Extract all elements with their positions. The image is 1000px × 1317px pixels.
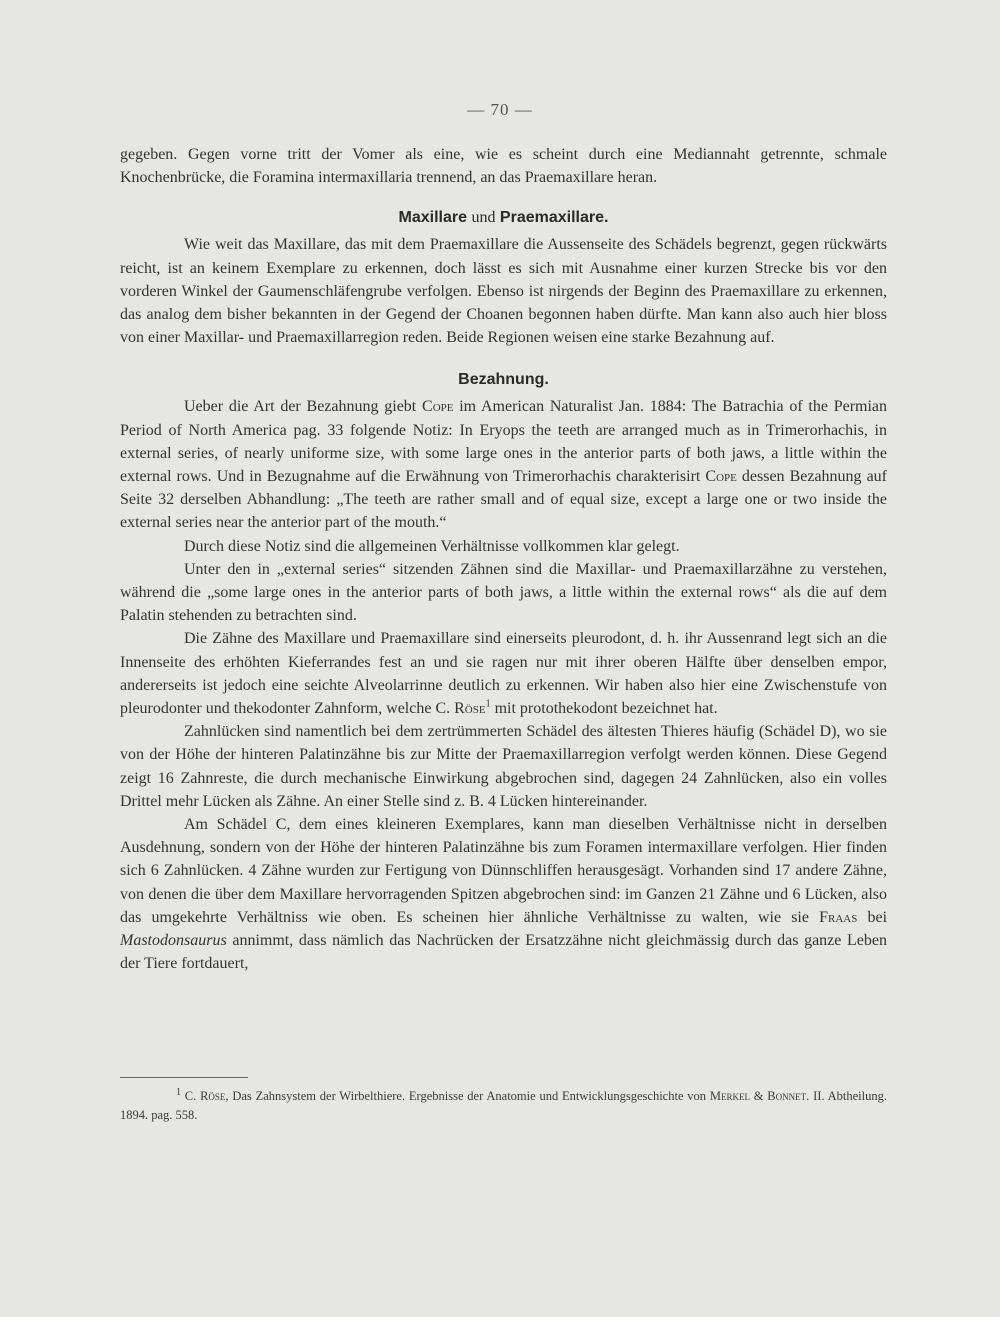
pleurodont-text-1: Die Zähne des Maxillare und Praemaxillare sind einerseits pleurodont, d. h. ihr Aussenrand legt sich an die Innenseite des erhöhten Kieferrandes fest an und sie ragen nur mit ihrer oberen Hälfte über denselben empor, andererseits ist jedoch eine seichte Alveolarrinne deutlich zu erkennen. Wir haben also hier eine Zwischenstufe von pleurodonter und thekodonter Zahnform, welche C.	[120, 630, 887, 718]
schaedel-c-text-2: annimmt, dass nämlich das Nachrücken der Ersatzzähne nicht gleichmässig durch das ganze Leben der Tiere fortdauert,	[120, 932, 888, 973]
taxon-mastodonsaurus: Mastodonsaurus	[120, 932, 227, 950]
footnote-author: Röse	[200, 1089, 226, 1103]
footnote-author-initial: C.	[184, 1089, 197, 1103]
paragraph-zahnluecken: Zahnlücken sind namentlich bei dem zertrümmerten Schädel des ältesten Thieres häufig (Schädel D), wo sie von der Höhe der hinteren Palatinzähne bis zur Mitte der Praemaxillarregion verfolgt werden können. Diese Gegend zeigt 16 Zahnreste, die durch mechanische Einwirkung abgebrochen sind, dagegen 24 Zahnlücken, also ein volles Drittel mehr Lücken als Zähne. An einer Stelle sind z. B. 4 Lücken hintereinander.	[120, 723, 887, 810]
heading-maxillare-word: Maxillare	[398, 209, 468, 227]
heading-praemaxillare-word: Praemaxillare.	[499, 209, 609, 227]
footnote-text-1: , Das Zahnsystem der Wirbelthiere. Ergebnisse der Anatomie und Entwicklungsgeschichte von	[225, 1089, 707, 1103]
author-fraas: Fraas	[819, 908, 858, 926]
footnote-bonnet: Bonnet	[767, 1089, 807, 1103]
footnote-merkel: Merkel	[709, 1089, 750, 1103]
paragraph-pleurodont	[120, 627, 887, 720]
heading-maxillare	[120, 203, 887, 233]
paragraph-notiz: Durch diese Notiz sind die allgemeinen Verhältnisse vollkommen klar gelegt.	[184, 537, 680, 555]
schaedel-c-bei: bei	[867, 908, 888, 926]
heading-bezahnung: Bezahnung.	[458, 371, 549, 389]
paragraph-maxillare: Wie weit das Maxillare, das mit dem Praemaxillare die Aussenseite des Schädels begrenzt, gegen rückwärts reicht, ist an keinem Exemplare zu erkennen, doch lässt es sich mit Ausnahme einer kurzen Strecke bis vor den vorderen Winkel der Gaumenschläfengrube verfolgen. Ebenso ist nirgends der Beginn des Praemaxillare zu erkennen, das analog dem bisher bekannten in der Gegend der Choanen begonnen haben dürfte. Man kann also auch hier bloss von einer Maxillar- und Praemaxillarregion reden. Beide Regionen weisen eine starke Bezahnung auf.	[120, 236, 887, 347]
schaedel-c-text-1: Am Schädel C, dem eines kleineren Exemplares, kann man dieselben Verhältnisse nicht in derselben Ausdehnung, sondern von der Höhe der hinteren Palatinzähne bis zum Foramen intermaxillare verfolgen. Hier finden sich 6 Zahnlücken. 4 Zähne wurden zur Fertigung von Dünnschliffen herausgesägt. Vorhanden sind 17 andere Zähne, von denen die über dem Maxillare hervorragenden Spitzen abgebrochen sind: im Ganzen 21 Zähne und 6 Lücken, also das umgekehrte Verhältniss wie oben. Es scheinen hier ähnliche Verhältnisse zu walten, wie sie	[120, 816, 887, 926]
footnote-marker: 1	[176, 1086, 181, 1098]
footnote-text-2: . II. Abtheilung. 1894. pag. 558.	[120, 1089, 887, 1122]
footnote-divider	[120, 1077, 248, 1078]
author-cope-1: Cope	[422, 398, 454, 416]
paragraph-schaedel-c	[120, 813, 887, 975]
body-text	[120, 143, 887, 976]
footnote-text	[120, 1087, 887, 1125]
page-number: — 70 —	[467, 100, 533, 119]
footnote-ampersand: &	[753, 1089, 764, 1103]
author-cope-2: Cope	[705, 468, 737, 486]
paragraph-external-series: Unter den in „external series“ sitzenden Zähnen sind die Maxillar- und Praemaxillarzähne zu verstehen, während die „some large ones in the anterior parts of both jaws, a little within the external rows“ als die auf dem Palatin stehenden zu betrachten sind.	[120, 560, 887, 625]
cope-text-2: im American Naturalist Jan. 1884: The Batrachia of the Permian Period of North America pag. 33 folgende Notiz: In Eryops the teeth are arranged much as in Trimerorhachis, in external series, of nearly uniforme size, with some large ones in the anterior parts of both jaws, a little within the external rows. Und in Bezugnahme auf die Erwähnung von Trimerorhachis charakterisirt	[120, 398, 888, 486]
cope-text-1: Ueber die Art der Bezahnung giebt	[184, 398, 417, 416]
author-rose: Röse	[454, 700, 486, 718]
intro-paragraph: gegeben. Gegen vorne tritt der Vomer als eine, wie es scheint durch eine Mediannaht getrennte, schmale Knochenbrücke, die Foramina intermaxillaria trennend, an das Praemaxillare heran.	[120, 146, 887, 187]
footnote-reference[interactable]: 1	[485, 698, 491, 710]
footnote	[120, 1087, 887, 1125]
heading-und: und	[471, 209, 496, 227]
paragraph-cope	[120, 395, 887, 534]
cope-text-3: dessen Bezahnung auf Seite 32 derselben Abhandlung: „The teeth are rather small and of equal size, except a large one or two inside the external series near the anterior part of the mouth.“	[120, 468, 888, 532]
pleurodont-text-2: mit protothekodont bezeichnet hat.	[494, 700, 718, 718]
